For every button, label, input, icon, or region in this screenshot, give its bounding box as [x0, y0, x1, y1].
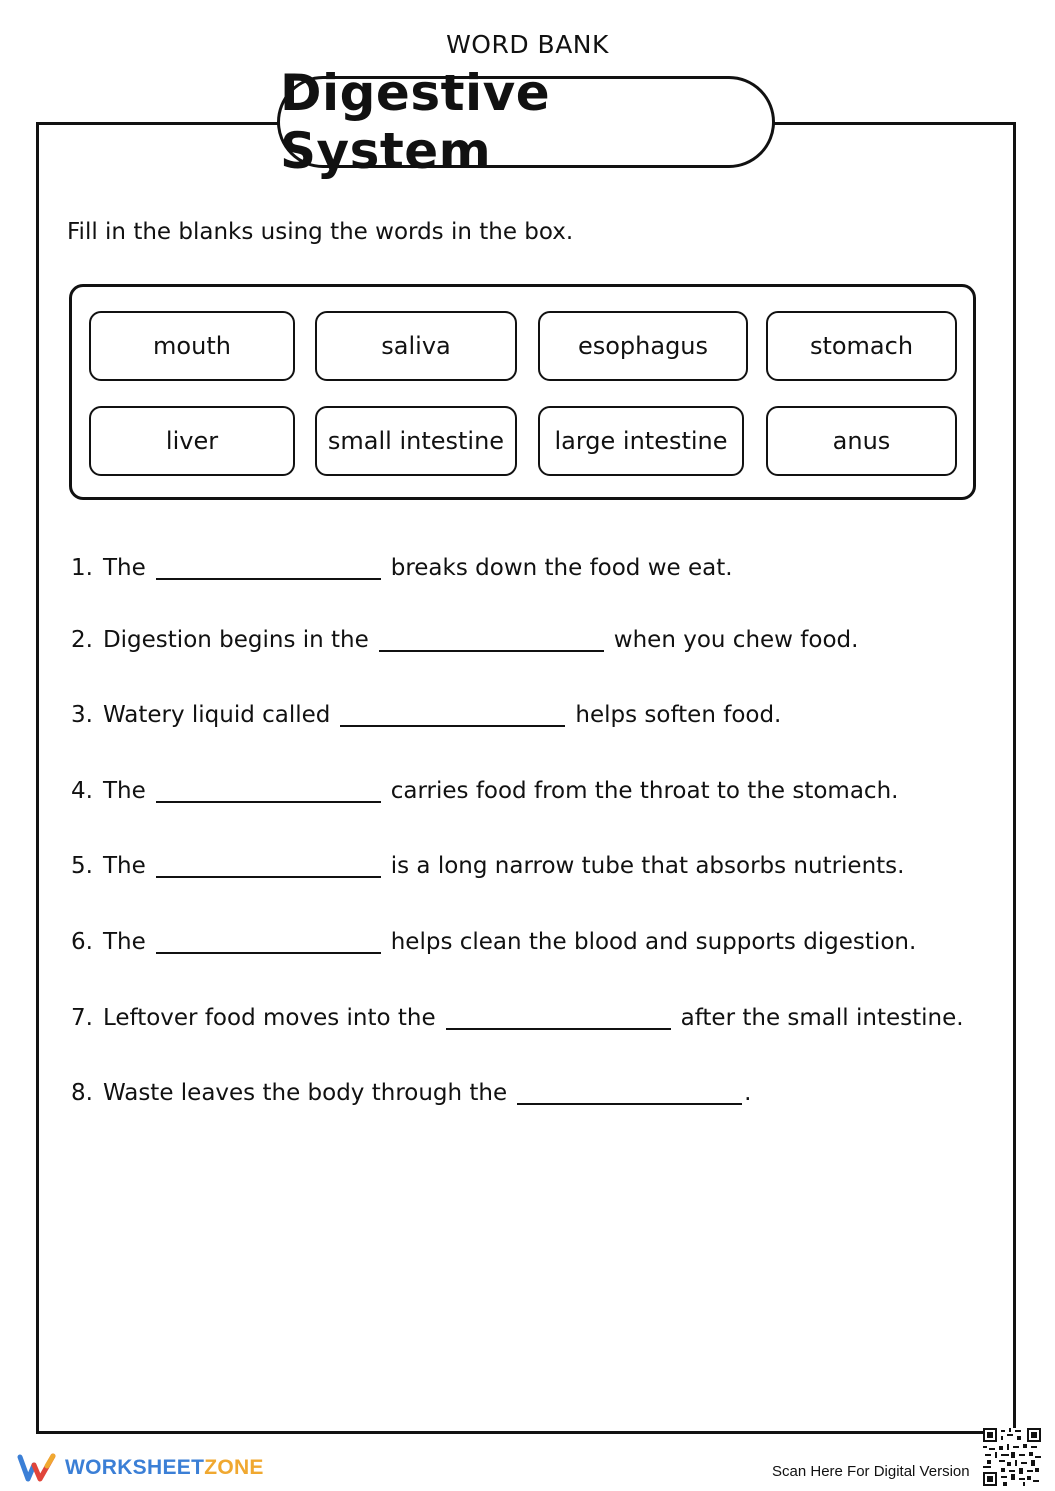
question-item	[71, 1076, 751, 1110]
question-text-after: .	[744, 1080, 752, 1106]
question-text-before: The	[102, 778, 146, 804]
question-text-after: after the small intestine.	[680, 1005, 964, 1031]
word-chip: anus	[766, 406, 957, 476]
question-number: 2.	[71, 627, 93, 653]
word-chip: small intestine	[315, 406, 517, 476]
logo-text-zone: ZONE	[204, 1456, 264, 1479]
question-text-after: breaks down the food we eat.	[390, 555, 733, 581]
answer-blank[interactable]	[517, 1079, 742, 1105]
question-item	[71, 698, 781, 732]
question-text-before: Leftover food moves into the	[102, 1005, 436, 1031]
question-text-before: The	[102, 929, 146, 955]
answer-blank[interactable]	[156, 852, 381, 878]
answer-blank[interactable]	[340, 701, 565, 727]
question-number: 6.	[71, 929, 93, 955]
question-text-before: The	[102, 853, 146, 879]
question-item	[71, 623, 858, 657]
question-item	[71, 849, 904, 883]
answer-blank[interactable]	[446, 1004, 671, 1030]
question-text-after: helps clean the blood and supports digestion.	[390, 929, 917, 955]
question-text-before: Waste leaves the body through the	[102, 1080, 508, 1106]
question-item	[71, 551, 733, 585]
question-text-after: is a long narrow tube that absorbs nutrients.	[390, 853, 905, 879]
question-number: 1.	[71, 555, 93, 581]
question-number: 3.	[71, 702, 93, 728]
word-chip: liver	[89, 406, 295, 476]
question-text-before: The	[102, 555, 146, 581]
word-chip: esophagus	[538, 311, 748, 381]
question-item	[71, 925, 916, 959]
answer-blank[interactable]	[156, 928, 381, 954]
word-chip: mouth	[89, 311, 295, 381]
question-text-before: Digestion begins in the	[102, 627, 369, 653]
answer-blank[interactable]	[379, 626, 604, 652]
question-text-before: Watery liquid called	[102, 702, 331, 728]
question-number: 5.	[71, 853, 93, 879]
logo-text-worksheet: WORKSHEET	[65, 1456, 205, 1479]
question-number: 4.	[71, 778, 93, 804]
question-item	[71, 1001, 964, 1035]
logo-text	[65, 1456, 264, 1480]
question-text-after: carries food from the throat to the stomach.	[390, 778, 899, 804]
word-bank-label: WORD BANK	[446, 30, 609, 59]
question-item	[71, 774, 898, 808]
qr-code-icon[interactable]	[983, 1428, 1041, 1486]
question-number: 8.	[71, 1080, 93, 1106]
word-chip: saliva	[315, 311, 517, 381]
instruction-text: Fill in the blanks using the words in the box.	[67, 219, 574, 245]
question-text-after: helps soften food.	[575, 702, 782, 728]
word-chip: stomach	[766, 311, 957, 381]
worksheet-title	[277, 64, 775, 180]
worksheet-title-text: Digestive System	[280, 64, 551, 180]
question-number: 7.	[71, 1005, 93, 1031]
word-chip: large intestine	[538, 406, 744, 476]
answer-blank[interactable]	[156, 777, 381, 803]
answer-blank[interactable]	[156, 554, 381, 580]
worksheetzone-logo[interactable]	[17, 1452, 264, 1484]
w-logo-icon	[17, 1452, 57, 1484]
question-text-after: when you chew food.	[613, 627, 859, 653]
scan-instruction: Scan Here For Digital Version	[772, 1463, 970, 1480]
